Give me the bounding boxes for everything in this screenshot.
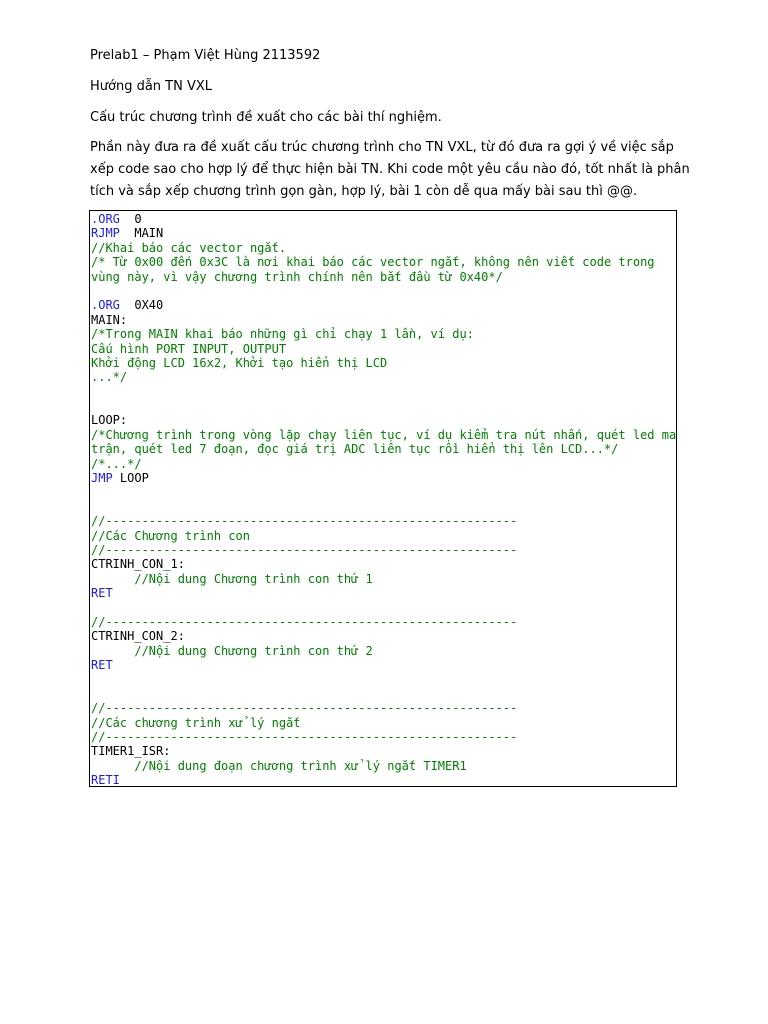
code-line — [91, 284, 676, 298]
code-line — [91, 255, 676, 269]
code-line — [91, 457, 676, 471]
code-text: LOOP: — [91, 413, 128, 428]
code-text: CTRINH_CON_1: — [91, 557, 185, 572]
code-comment: trận, quét led 7 đoạn, đọc giá trị ADC liên tục rồi hiển thị lên LCD...*/ — [91, 442, 619, 457]
code-text — [91, 572, 134, 586]
code-comment: /* Từ 0x00 đến 0x3C là nơi khai báo các vector ngắt, không nên viết code trong — [91, 255, 655, 270]
code-comment: //--------------------------------------------------------- — [91, 730, 518, 745]
code-line — [91, 759, 676, 773]
code-line — [91, 601, 676, 615]
code-comment: //--------------------------------------------------------- — [91, 614, 518, 629]
code-text: CTRINH_CON_2: — [91, 629, 185, 644]
code-block — [89, 210, 677, 787]
code-line — [91, 413, 676, 427]
code-line — [91, 744, 676, 758]
code-text: TIMER1_ISR: — [91, 744, 171, 759]
code-comment: ...*/ — [91, 370, 128, 385]
code-line — [91, 687, 676, 701]
code-line — [91, 615, 676, 629]
code-line — [91, 500, 676, 514]
code-keyword: .ORG — [91, 298, 120, 313]
code-keyword: JMP — [91, 471, 113, 486]
code-line — [91, 428, 676, 442]
code-line — [91, 716, 676, 730]
code-line — [91, 370, 676, 384]
code-comment: //Nội dung Chương trình con thứ 2 — [134, 643, 373, 658]
code-comment: /*Chương trình trong vòng lặp chạy liên tục, ví dụ kiểm tra nút nhấn, quét led ma — [91, 427, 676, 442]
code-text: 0 — [119, 212, 142, 226]
code-line — [91, 241, 676, 255]
code-keyword: RET — [91, 658, 113, 673]
structure-heading: Cấu trúc chương trình đề xuất cho các bài thí nghiệm. — [90, 110, 442, 125]
code-line — [91, 543, 676, 557]
code-line — [91, 342, 676, 356]
code-text: LOOP — [112, 471, 149, 486]
code-line — [91, 471, 676, 485]
code-comment: Cấu hình PORT INPUT, OUTPUT — [91, 341, 287, 356]
code-comment: //--------------------------------------------------------- — [91, 514, 518, 529]
code-line — [91, 586, 676, 600]
code-line — [91, 212, 676, 226]
code-line — [91, 644, 676, 658]
code-line — [91, 399, 676, 413]
code-text: 0X40 — [119, 298, 164, 313]
code-comment: //Nội dung đoạn chương trình xử lý ngắt TIMER1 — [134, 758, 467, 773]
intro-paragraph: Phần này đưa ra đề xuất cấu trúc chương trình cho TN VXL, từ đó đưa ra gợi ý về việc sắp xếp code sao cho hợp lý để thực hiện bài TN. Khi code một yêu cầu nào đó, tốt nhất là phân tích và sắp xếp chương trình gọn gàn, hợp lý, bài 1 còn dễ qua mấy bài sau thì @@. — [90, 140, 694, 199]
code-line — [91, 270, 676, 284]
code-line — [91, 385, 676, 399]
code-comment: //Khai báo các vector ngắt. — [91, 240, 287, 255]
code-line — [91, 730, 676, 744]
code-line — [91, 629, 676, 643]
code-line — [91, 514, 676, 528]
code-comment: //Nội dung Chương trình con thứ 1 — [134, 571, 373, 586]
code-line — [91, 673, 676, 687]
code-comment: /*...*/ — [91, 456, 142, 471]
guide-heading: Hướng dẫn TN VXL — [90, 79, 213, 94]
code-line — [91, 442, 676, 456]
code-keyword: RETI — [91, 773, 120, 787]
code-line — [91, 485, 676, 499]
code-comment: vùng này, vì vậy chương trình chính nên bắt đầu từ 0x40*/ — [91, 269, 503, 284]
code-keyword: .ORG — [91, 212, 120, 226]
code-text: MAIN — [119, 226, 164, 241]
code-text: MAIN: — [91, 312, 128, 327]
code-line — [91, 557, 676, 571]
code-comment: //Các chương trình xử lý ngắt — [91, 715, 301, 730]
code-line — [91, 356, 676, 370]
code-line — [91, 327, 676, 341]
code-keyword: RJMP — [91, 226, 120, 241]
code-comment: Khởi động LCD 16x2, Khởi tạo hiển thị LCD — [91, 355, 388, 370]
code-line — [91, 226, 676, 240]
code-line — [91, 658, 676, 672]
code-line — [91, 701, 676, 715]
code-line — [91, 298, 676, 312]
code-text — [91, 644, 134, 658]
code-comment: //--------------------------------------------------------- — [91, 542, 518, 557]
code-comment: //Các Chương trình con — [91, 528, 250, 543]
code-text — [91, 759, 134, 773]
code-line — [91, 773, 676, 787]
code-keyword: RET — [91, 586, 113, 601]
code-line — [91, 313, 676, 327]
document-title: Prelab1 – Phạm Việt Hùng 2113592 — [90, 48, 321, 63]
code-line — [91, 529, 676, 543]
code-comment: //--------------------------------------------------------- — [91, 701, 518, 716]
code-line — [91, 572, 676, 586]
code-comment: /*Trong MAIN khai báo những gì chỉ chạy 1 lần, ví dụ: — [91, 327, 474, 342]
